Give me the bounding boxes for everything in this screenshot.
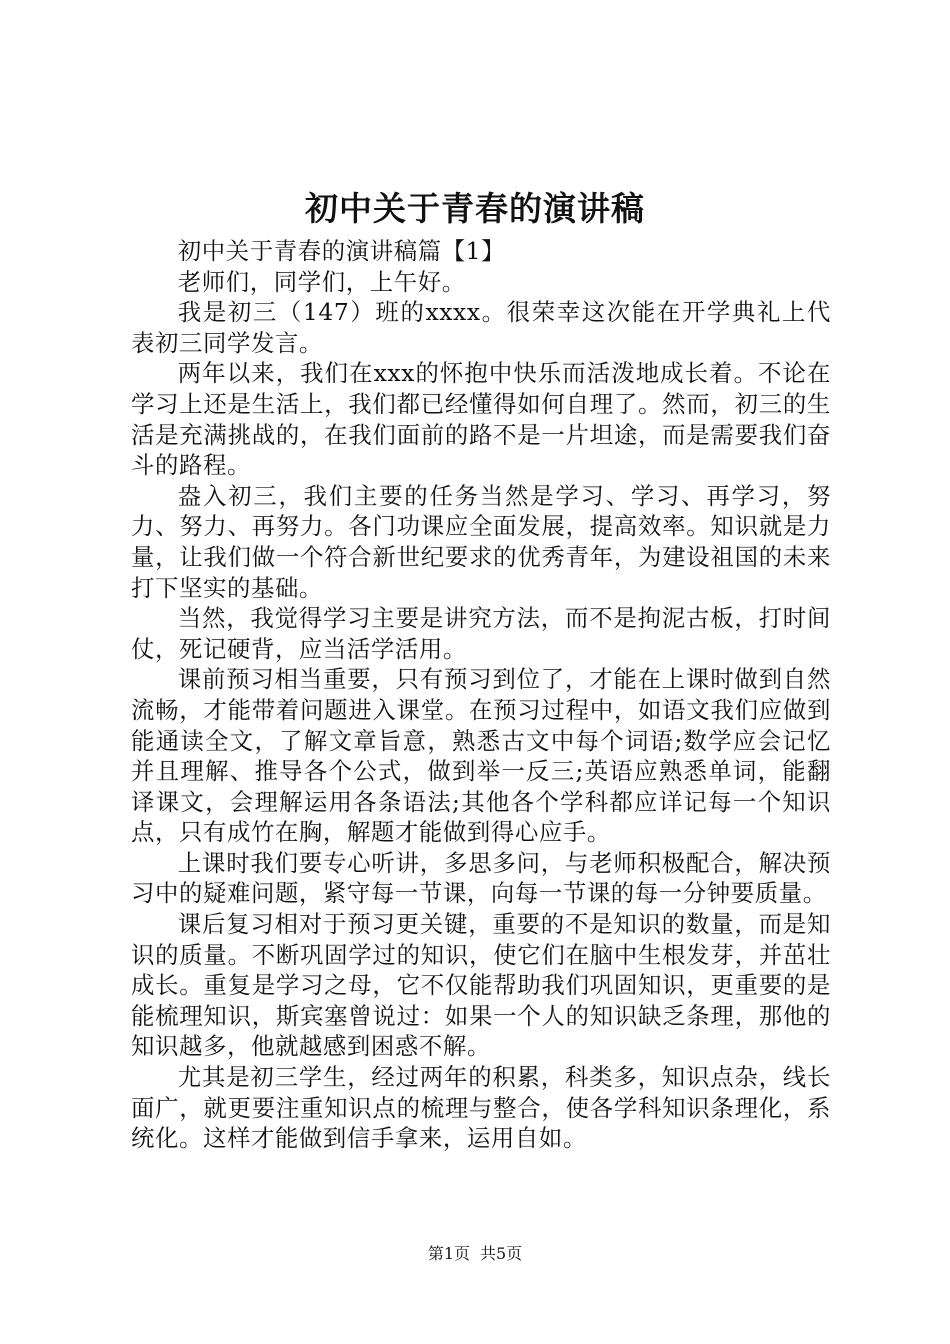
body-paragraph: 当然，我觉得学习主要是讲究方法，而不是拘泥古板，打时间仗，死记硬背，应当活学活用。 [131, 604, 831, 663]
body-paragraph: 我是初三（147）班的xxxx。很荣幸这次能在开学典礼上代表初三同学发言。 [131, 298, 831, 357]
body-paragraph: 两年以来，我们在xxx的怀抱中快乐而活泼地成长着。不论在学习上还是生活上，我们都已经懂得如何自理了。然而，初三的生活是充满挑战的，在我们面前的路不是一片坦途，而是需要我们奋斗的路程。 [131, 359, 831, 480]
page-number-total: 共5页 [480, 1244, 523, 1263]
body-paragraph: 尤其是初三学生，经过两年的积累，科类多，知识点杂，线长面广，就更要注重知识点的梳理与整合，使各学科知识条理化，系统化。这样才能做到信手拿来，运用自如。 [131, 1063, 831, 1153]
body-paragraph: 盎入初三，我们主要的任务当然是学习、学习、再学习，努力、努力、再努力。各门功课应全面发展，提高效率。知识就是力量，让我们做一个符合新世纪要求的优秀青年，为建设祖国的未来打下坚实的基础。 [131, 481, 831, 602]
greeting-paragraph: 老师们，同学们，上午好。 [177, 267, 466, 296]
body-paragraph: 课前预习相当重要，只有预习到位了，才能在上课时做到自然流畅，才能带着问题进入课堂。在预习过程中，如语文我们应做到能通读全文，了解文章旨意，熟悉古文中每个词语;数学应会记忆并且理解、推导各个公式，做到举一反三;英语应熟悉单词，能翻译课文，会理解运用各条语法;其他各个学科都应详记每一个知识点，只有成竹在胸，解题才能做到得心应手。 [131, 665, 831, 847]
body-paragraph: 上课时我们要专心听讲，多思多问，与老师积极配合，解决预习中的疑难问题，紧守每一节课，向每一节课的每一分钟要质量。 [131, 848, 831, 908]
document-title: 初中关于青春的演讲稿 [305, 189, 645, 228]
section-heading: 初中关于青春的演讲稿篇【1】 [177, 237, 506, 265]
page-number-current: 第1页 [427, 1244, 470, 1263]
document-body [131, 236, 831, 1154]
body-paragraph: 课后复习相对于预习更关键，重要的不是知识的数量，而是知识的质量。不断巩固学过的知识，使它们在脑中生根发芽，并茁壮成长。重复是学习之母，它不仅能帮助我们巩固知识，更重要的是能梳理知识，斯宾塞曾说过：如果一个人的知识缺乏条理，那他的知识越多，他就越感到困惑不解。 [131, 910, 831, 1061]
page-footer [0, 1244, 950, 1264]
